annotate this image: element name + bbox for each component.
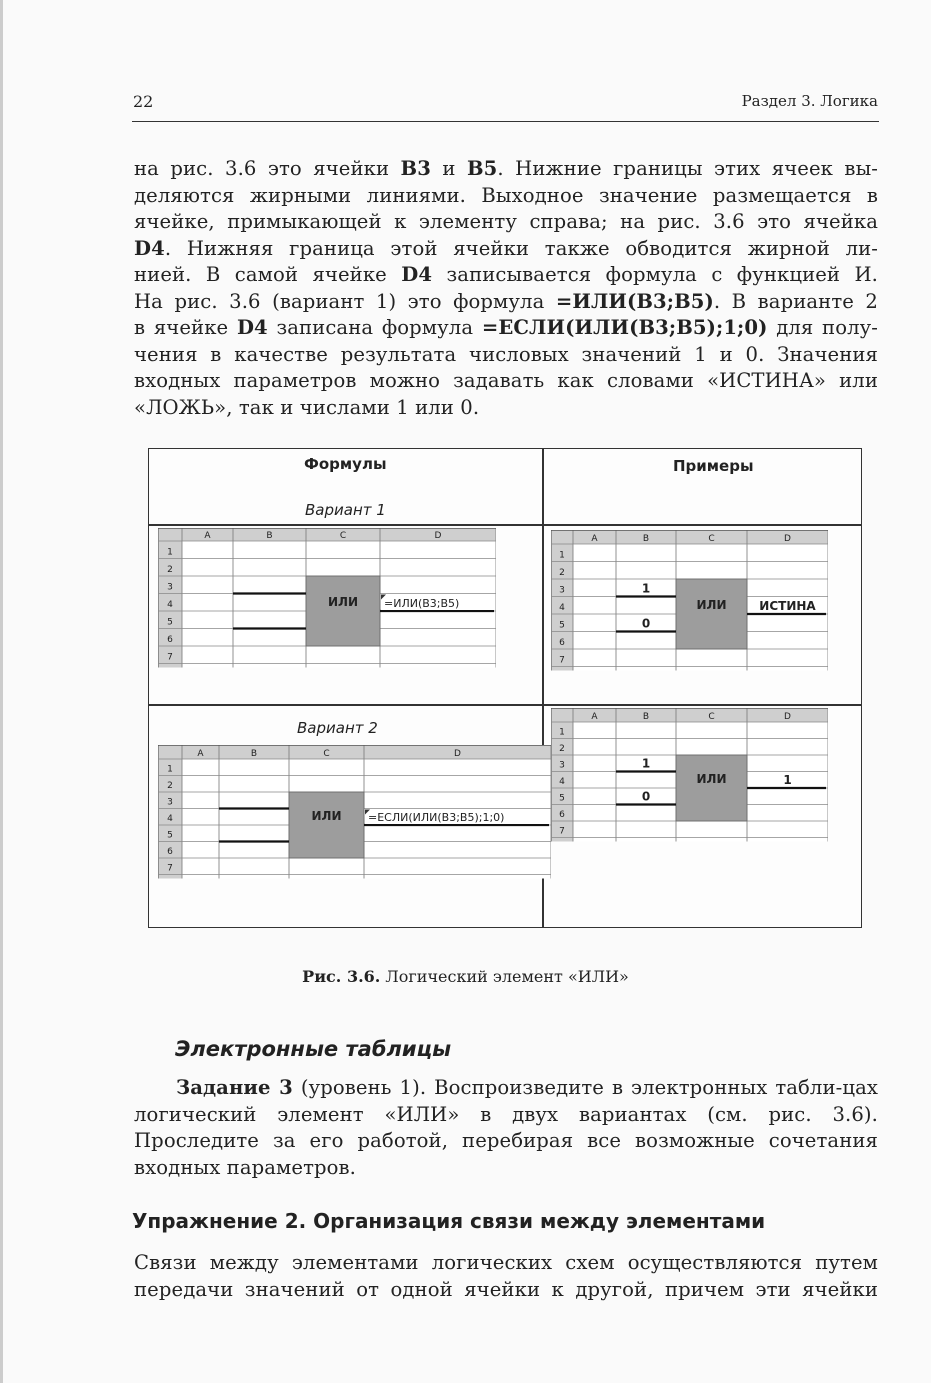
input-b3-value: 1 (641, 581, 651, 596)
section-heading: Электронные таблицы (175, 1037, 452, 1061)
spreadsheet-variant-1 (158, 528, 496, 668)
row-number: 6 (559, 638, 565, 648)
input-b5-value: 0 (641, 789, 651, 804)
figure-caption (0, 967, 931, 986)
header-rule (132, 121, 879, 122)
intro-text: ячейке, примыкающей к элементу справа; на рис. 3.6 это ячейка (134, 210, 878, 233)
column-letter: C (339, 531, 347, 541)
output-d4-value: 1 (783, 773, 792, 787)
task-text: (уровень 1). Воспроизведите в электронных табли-цах логический элемент «ИЛИ» в двух вариантах (см. рис. 3.6). Проследите за его работой, перебирая все возможные сочетания входных параметров. (134, 1076, 878, 1179)
row-number: 6 (167, 847, 173, 857)
row-number: 1 (167, 547, 173, 558)
column-header-bar (158, 745, 551, 759)
intro-line (134, 209, 878, 236)
variant-2-label: Вариант 2 (297, 719, 378, 737)
row-number: 1 (167, 764, 173, 775)
column-letter: D (784, 534, 791, 544)
row-number: 2 (559, 568, 565, 578)
row-number: 4 (559, 603, 565, 613)
row-number: 1 (559, 727, 565, 738)
sheet-grid (158, 528, 496, 668)
closing-line: передачи значений от одной ячейки к другой, причем эти ячейки (134, 1277, 878, 1301)
intro-text: нией. В самой ячейке (134, 263, 402, 286)
row-number: 6 (559, 810, 565, 820)
spreadsheet-variant-2 (158, 745, 551, 879)
row-number: 7 (167, 652, 173, 663)
intro-text: записывается формула с функцией И. (432, 263, 878, 286)
intro-text: . Нижняя граница этой ячейки также обводится жирной ли- (164, 236, 878, 260)
row-number: 3 (559, 760, 565, 771)
row-number: 5 (559, 793, 565, 804)
output-d4-value: ИСТИНА (759, 599, 816, 613)
column-letter: B (642, 534, 650, 544)
spreadsheet-example-2 (551, 708, 828, 842)
row-number: 7 (559, 826, 565, 837)
task-paragraph (134, 1075, 878, 1181)
figure-caption-text: Логический элемент «ИЛИ» (380, 967, 629, 986)
row-number: 1 (559, 550, 565, 561)
row-number: 3 (167, 797, 173, 808)
formula-cell: =ИЛИ(B3;B5) (384, 597, 460, 610)
row-number: 5 (167, 830, 173, 841)
intro-text: на рис. 3.6 это ячейки (134, 157, 401, 180)
column-letter: C (708, 534, 715, 544)
intro-text: в ячейке (134, 316, 237, 339)
figure-divider-middle (149, 704, 861, 706)
row-number: 5 (559, 620, 565, 631)
row-number: 4 (167, 814, 173, 824)
row-number: 4 (559, 777, 565, 787)
intro-line (134, 183, 878, 210)
sheet-grid (158, 745, 551, 879)
intro-text: записана формула (267, 316, 482, 339)
intro-line (134, 342, 878, 369)
figure-divider-header (149, 524, 861, 526)
row-number: 3 (559, 585, 565, 596)
sheet-grid (551, 530, 828, 671)
row-number: 2 (559, 744, 565, 754)
page-edge (0, 0, 3, 1383)
closing-line: Связи между элементами логических схем осуществляются путем (134, 1251, 878, 1274)
intro-bold-text: D4 (236, 316, 268, 339)
column-letter: B (266, 531, 273, 541)
intro-paragraph (134, 156, 878, 421)
or-gate-label: ИЛИ (696, 598, 727, 612)
row-number: 2 (167, 565, 173, 575)
row-number: 7 (167, 863, 173, 874)
intro-text: «ЛОЖЬ», так и числами 1 или 0. (134, 395, 480, 419)
intro-text: деляются жирными линиями. Выходное значение размещается в (134, 183, 878, 207)
exercise-heading: Упражнение 2. Организация связи между элементами (132, 1209, 766, 1233)
column-letter: A (204, 531, 211, 541)
or-gate-block (676, 579, 747, 649)
intro-text: чения в качестве результата числовых значений 1 и 0. Значения (134, 342, 878, 366)
row-number: 6 (167, 635, 173, 645)
column-heading-examples: Примеры (673, 457, 754, 475)
column-letter: B (250, 749, 258, 759)
row-number: 4 (167, 600, 173, 610)
intro-text: На рис. 3.6 (вариант 1) это формула (134, 289, 556, 313)
column-letter: C (323, 749, 330, 759)
spreadsheet-example-1 (551, 530, 828, 671)
running-header: Раздел 3. Логика (741, 92, 878, 110)
formula-cell: =ЕСЛИ(ИЛИ(B3;B5);1;0) (368, 811, 505, 824)
column-letter: D (784, 712, 791, 722)
input-b5-value: 0 (641, 616, 651, 631)
column-letter: A (197, 749, 204, 759)
column-letter: D (434, 531, 442, 541)
intro-bold-text: =ЕСЛИ(ИЛИ(B3;B5);1;0) (481, 316, 768, 339)
intro-line (134, 262, 878, 289)
row-number: 7 (559, 655, 565, 666)
intro-bold-text: =ИЛИ(B3;B5) (555, 289, 714, 313)
row-number: 5 (167, 617, 173, 628)
or-gate-block (676, 755, 747, 821)
column-letter: A (591, 712, 598, 722)
intro-line (134, 289, 878, 316)
or-gate-label: ИЛИ (696, 772, 727, 786)
closing-paragraph (134, 1250, 878, 1303)
or-gate-label: ИЛИ (311, 809, 342, 823)
intro-bold-text: D4 (134, 236, 165, 260)
or-gate-block (306, 576, 380, 646)
column-letter: C (708, 712, 715, 722)
variant-1-label: Вариант 1 (305, 501, 386, 519)
sheet-grid (551, 708, 828, 842)
intro-line (134, 368, 878, 395)
intro-bold-text: D4 (401, 263, 433, 286)
intro-line (134, 156, 878, 183)
intro-line (134, 236, 878, 263)
intro-text: входных параметров можно задавать как словами «ИСТИНА» или (134, 369, 878, 392)
column-letter: D (454, 749, 461, 759)
intro-text: . Нижние границы этих ячеек вы- (497, 157, 878, 180)
column-letter: B (642, 712, 650, 722)
intro-bold-text: B3 (400, 157, 431, 180)
figure-caption-number: Рис. 3.6. (302, 967, 381, 986)
intro-line (134, 315, 878, 342)
row-number: 3 (167, 582, 173, 593)
task-label: Задание 3 (176, 1076, 293, 1099)
intro-bold-text: B5 (466, 157, 498, 180)
or-gate-block (289, 792, 364, 858)
row-number: 2 (167, 781, 173, 791)
column-heading-formulas: Формулы (304, 455, 387, 473)
or-gate-label: ИЛИ (327, 595, 359, 609)
intro-line (134, 395, 878, 422)
page-number: 22 (133, 92, 154, 111)
column-letter: A (591, 534, 598, 544)
intro-text: . В варианте 2 (713, 289, 878, 313)
input-b3-value: 1 (641, 756, 651, 771)
intro-text: для полу- (767, 316, 879, 339)
intro-text: и (430, 157, 467, 180)
